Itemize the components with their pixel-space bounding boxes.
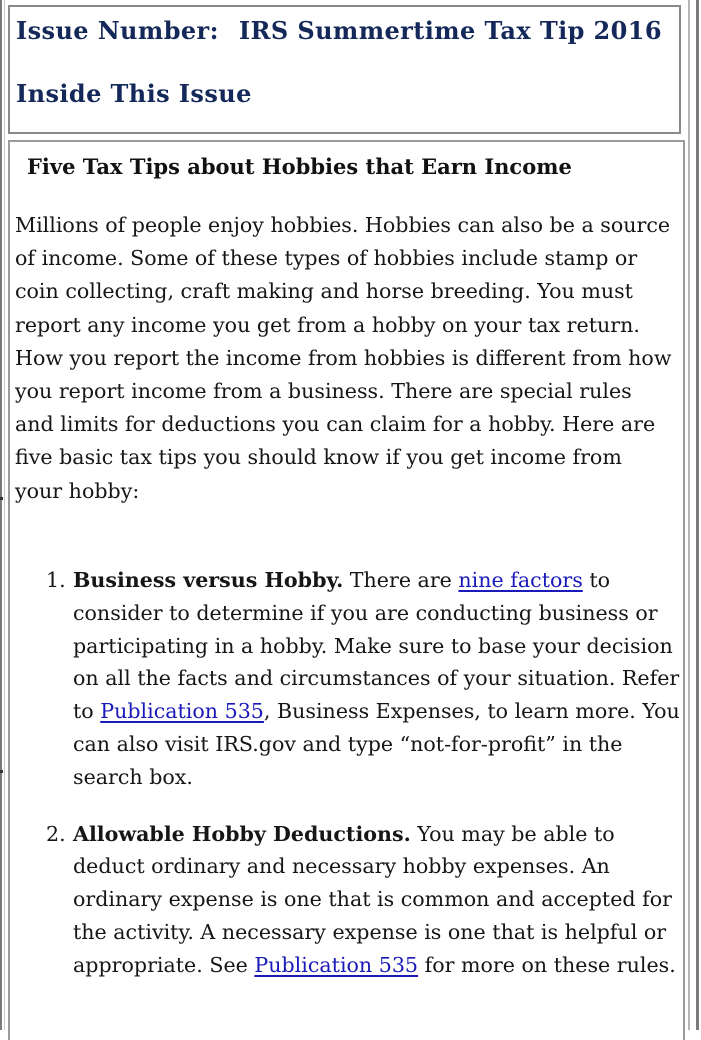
frame-tick xyxy=(0,770,3,773)
article xyxy=(8,140,685,1040)
tip-text: There are xyxy=(343,568,459,592)
outer-frame-left-inner xyxy=(4,0,5,1030)
outer-frame-right xyxy=(696,0,699,1030)
article-title: Five Tax Tips about Hobbies that Earn Income xyxy=(27,154,572,179)
tip-text: for more on these rules. xyxy=(418,952,676,977)
publication-535-link[interactable]: Publication 535 xyxy=(100,699,264,724)
tip-heading: Allowable Hobby Deductions. xyxy=(73,821,411,846)
tip-number: 2. xyxy=(46,821,66,846)
article-intro: Millions of people enjoy hobbies. Hobbies can also be a source of income. Some of these types of hobbies include stamp or coin collecting, craft making and horse breeding. You must report any income you get from a hobby on your tax return. How you report the income from hobbies is different from how you report income from a business. There are special rules and limits for deductions you can claim for a hobby. Here are five basic tax tips you should know if you get income from your hobby: xyxy=(15,213,672,503)
outer-frame-left xyxy=(0,0,2,1030)
list-item xyxy=(46,564,685,794)
issue-number-line xyxy=(16,16,662,45)
tip-text: You may be able to deduct ordinary and necessary hobby expenses. An ordinary expense is one that is common and accepted for the activity. A necessary expense is one that is helpful or appropriate. See xyxy=(73,821,672,977)
issue-number-value: IRS Summertime Tax Tip 2016 xyxy=(238,16,662,45)
issue-number-label: Issue Number: xyxy=(16,16,219,45)
tip-heading: Business versus Hobby. xyxy=(73,568,344,592)
outer-frame-right-inner xyxy=(688,0,690,1030)
tip-text: , Business Expenses, to learn more. You can also visit IRS.gov and type “not-for-profit” in the search box. xyxy=(73,699,680,789)
tip-text: to consider to determine if you are conducting business or participating in a hobby. Make sure to base your decision on all the facts and circumstances of your situation. Refer to xyxy=(73,568,680,724)
tips-list xyxy=(46,564,685,982)
tip-number: 1. xyxy=(46,568,66,592)
inside-this-issue-heading: Inside This Issue xyxy=(16,79,252,108)
publication-535-link[interactable]: Publication 535 xyxy=(254,952,419,977)
list-item xyxy=(46,818,685,982)
issue-header xyxy=(8,5,681,134)
nine-factors-link[interactable]: nine factors xyxy=(458,568,583,592)
frame-tick xyxy=(0,497,3,500)
